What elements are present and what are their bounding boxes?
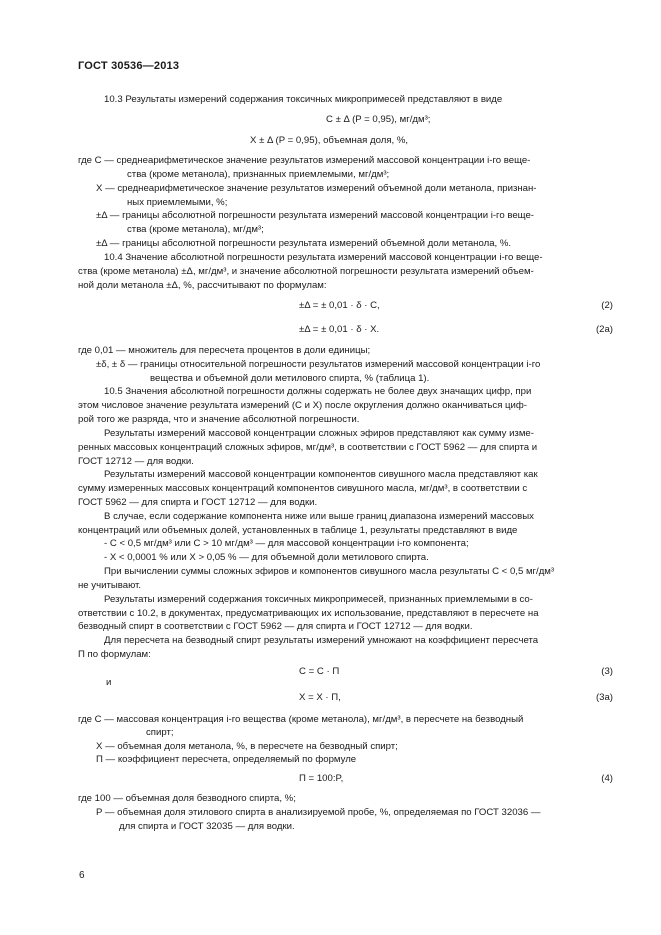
text-line: ства (кроме метанола) ±Δ, мг/дм³, и значение абсолютной погрешности результата измерений объем-: [78, 266, 534, 277]
text-line: П по формулам:: [78, 649, 151, 660]
text-line: X — объемная доля метанола, %, в пересчете на безводный спирт;: [96, 741, 398, 752]
text-line: ной доли метанола ±Δ, %, рассчитывают по формулам:: [78, 280, 327, 291]
text-line: вещества и объемной доли метилового спирта, % (таблица 1).: [150, 373, 430, 384]
text-line: 10.3 Результаты измерений содержания токсичных микропримесей представляют в виде: [104, 94, 503, 105]
text-line: Результаты измерений содержания токсичных микропримесей, признанных приемлемыми в со-: [104, 594, 533, 605]
text-line: Для пересчета на безводный спирт результаты измерений умножают на коэффициент пересчета: [104, 635, 539, 646]
text-line: ответствии с 10.2, в документах, предусматривающих их использование, представляют в пересчете на: [78, 608, 539, 619]
text-line: ных приемлемыми, %;: [127, 197, 228, 208]
text-line: При вычислении суммы сложных эфиров и компонентов сивушного масла результаты C < 0,5 мг/дм³: [104, 566, 555, 577]
text-line: концентраций или объемных долей, установленных в таблице 1, результаты представляют в виде: [78, 525, 518, 536]
formula: X = X · П,: [299, 692, 341, 703]
text-line: где 0,01 — множитель для пересчета процентов в доли единицы;: [78, 345, 371, 356]
text-line: П — коэффициент пересчета, определяемый по формуле: [96, 754, 357, 765]
list-item: - C < 0,5 мг/дм³ или C > 10 мг/дм³ — для массовой концентрации i-го компонента;: [104, 538, 469, 549]
text-line: ГОСТ 12712 — для водки.: [78, 456, 194, 467]
equation-number: (4): [601, 773, 613, 784]
text-line: спирт;: [146, 727, 174, 738]
text-line: где C — среднеарифметическое значение результатов измерений массовой концентрации i-го веще-: [78, 155, 531, 166]
formula: ±Δ = ± 0,01 · δ · C,: [299, 300, 380, 311]
text-line: этом числовое значение результата измерений (C и X) после округления должно оканчиваться циф-: [78, 400, 527, 411]
text-line: 10.5 Значения абсолютной погрешности должны содержать не более двух значащих цифр, при: [104, 386, 532, 397]
text-line: для спирта и ГОСТ 32035 — для водки.: [119, 821, 295, 832]
text-line: ±δ, ± δ — границы относительной погрешности результатов измерений массовой концентрации i-го: [96, 359, 541, 370]
text-line: безводный спирт в соответствии с ГОСТ 5962 — для спирта и ГОСТ 12712 — для водки.: [78, 621, 473, 632]
text-line: ства (кроме метанола), признанных приемлемыми, мг/дм³;: [127, 169, 390, 180]
equation-number: (3): [601, 666, 613, 677]
text-line: P — объемная доля этилового спирта в анализируемой пробе, %, определяемая по ГОСТ 32036 —: [96, 807, 541, 818]
text-line: не учитывают.: [78, 580, 142, 591]
text-line: 10.4 Значение абсолютной погрешности результата измерений массовой концентрации i-го веще-: [104, 252, 543, 263]
equation-number: (2a): [595, 324, 613, 335]
text-line: В случае, если содержание компонента ниже или выше границ диапазона измерений массовых: [104, 511, 534, 522]
text-line: и: [106, 677, 112, 688]
text-line: сумму измеренных массовых концентраций компонентов сивушного масла, мг/дм³, в соответствии с: [78, 483, 528, 494]
formula: C ± Δ (P = 0,95), мг/дм³;: [326, 114, 431, 125]
text-line: ГОСТ 5962 — для спирта и ГОСТ 12712 — для водки.: [78, 497, 318, 508]
formula: X ± Δ (P = 0,95), объемная доля, %,: [250, 135, 409, 146]
text-line: где C — массовая концентрация i-го вещества (кроме метанола), мг/дм³, в пересчете на безводный: [78, 714, 524, 725]
text-line: ±Δ — границы абсолютной погрешности результата измерений объемной доли метанола, %.: [96, 238, 512, 249]
list-item: - X < 0,0001 % или X > 0,05 % — для объемной доли метилового спирта.: [104, 552, 429, 563]
formula: П = 100:P,: [299, 773, 344, 784]
text-line: Результаты измерений массовой концентрации компонентов сивушного масла представляют как: [104, 469, 538, 480]
text-line: X — среднеарифметическое значение результатов измерений объемной доли метанола, признан-: [96, 183, 537, 194]
page-number: 6: [79, 870, 85, 881]
text-line: Результаты измерений массовой концентрации сложных эфиров представляют как сумму изме-: [104, 428, 534, 439]
text-line: рой того же разряда, что и значение абсолютной погрешности.: [78, 414, 360, 425]
document-header: ГОСТ 30536—2013: [78, 60, 180, 72]
equation-number: (3a): [595, 692, 613, 703]
text-line: ±Δ — границы абсолютной погрешности результата измерений массовой концентрации i-го веще-: [96, 210, 534, 221]
text-line: ства (кроме метанола), мг/дм³;: [127, 224, 264, 235]
text-line: ренных массовых концентраций сложных эфиров, мг/дм³, в соответствии с ГОСТ 5962 — для спирта и: [78, 442, 538, 453]
text-line: где 100 — объемная доля безводного спирта, %;: [78, 793, 296, 804]
equation-number: (2): [601, 300, 613, 311]
formula: C = C · П: [299, 666, 340, 677]
formula: ±Δ = ± 0,01 · δ · X.: [299, 324, 380, 335]
